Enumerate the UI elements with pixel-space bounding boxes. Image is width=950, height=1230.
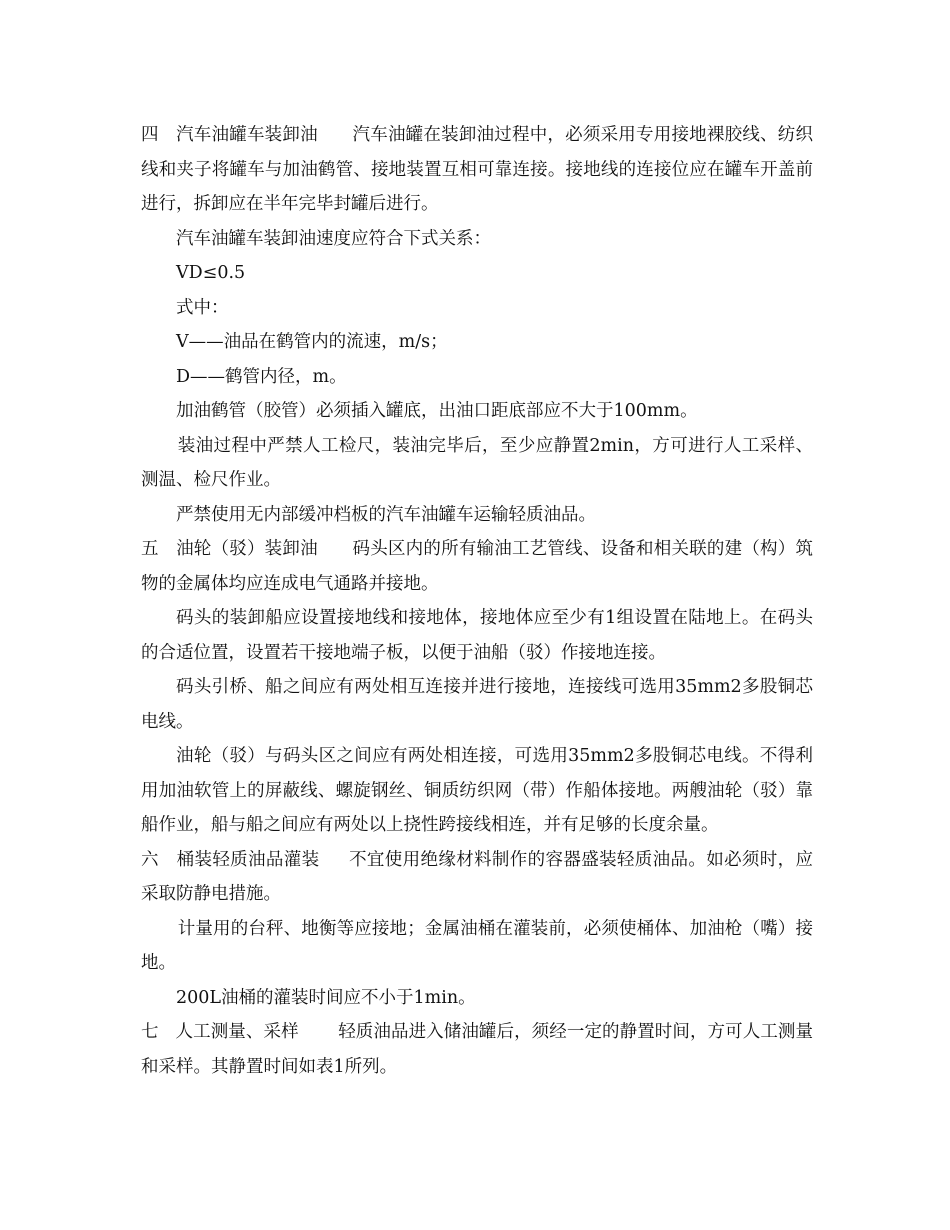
definition-d: D——鹤管内径，m。 bbox=[176, 366, 347, 387]
loading-rest-text: 装油过程中严禁人工检尺，装油完毕后，至少应静置2min，方可进行人工采样、测温、检尺作业。 bbox=[141, 435, 813, 490]
dock-grounding-text: 码头的装卸船应设置接地线和接地体，接地体应至少有1组设置在陆地上。在码头的合适位置，设置若干接地端子板，以便于油船（驳）作接地连接。 bbox=[141, 608, 813, 663]
scale-grounding-text: 计量用的台秤、地衡等应接地；金属油桶在灌装前，必须使桶体、加油枪（嘴）接地。 bbox=[141, 918, 813, 973]
formula-where: 式中： bbox=[176, 297, 229, 318]
section-5-intro: 码头区内的所有输油工艺管线、设备和相关联的建（构）筑物的金属体均应连成电气通路并接地。 bbox=[141, 539, 813, 594]
baffle-prohibition-text: 严禁使用无内部缓冲档板的汽车油罐车运输轻质油品。 bbox=[176, 504, 596, 525]
section-7-paragraph bbox=[141, 1015, 813, 1084]
formula: VD≤0.5 bbox=[176, 263, 246, 283]
section-4-heading: 四 汽车油罐车装卸油 bbox=[141, 125, 353, 145]
section-5-paragraph bbox=[141, 532, 813, 601]
dock-bridge-text: 码头引桥、船之间应有两处相互连接并进行接地，连接线可选用35mm2多股铜芯电线。 bbox=[141, 677, 813, 732]
section-6-paragraph bbox=[141, 843, 813, 912]
section-6-heading: 六 桶装轻质油品灌装 bbox=[141, 849, 350, 870]
section-7-intro: 轻质油品进入储油罐后，须经一定的静置时间，方可人工测量和采样。其静置时间如表1所列。 bbox=[141, 1022, 813, 1077]
document-body bbox=[141, 118, 813, 1084]
definition-v: V——油品在鹤管内的流速，m/s； bbox=[176, 332, 448, 352]
crane-pipe-text: 加油鹤管（胶管）必须插入罐底，出油口距底部应不大于100mm。 bbox=[176, 401, 698, 421]
barrel-filling-text: 200L油桶的灌装时间应不小于1min。 bbox=[176, 987, 476, 1008]
section-4-paragraph bbox=[141, 118, 813, 222]
section-6-intro: 不宜使用绝缘材料制作的容器盛装轻质油品。如必须时，应采取防静电措施。 bbox=[141, 849, 813, 904]
tanker-connection-text: 油轮（驳）与码头区之间应有两处相连接，可选用35mm2多股铜芯电线。不得利用加油软管上的屏蔽线、螺旋钢丝、铜质纺织网（带）作船体接地。两艘油轮（驳）靠船作业，船与船之间应有两处以上挠性跨接线相连，并有足够的长度余量。 bbox=[141, 746, 813, 835]
section-7-heading: 七 人工测量、采样 bbox=[141, 1022, 339, 1042]
section-4-intro: 汽车油罐在装卸油过程中，必须采用专用接地裸胶线、纺织线和夹子将罐车与加油鹤管、接地装置互相可靠连接。接地线的连接位应在罐车开盖前进行，拆卸应在半年完毕封罐后进行。 bbox=[141, 125, 813, 214]
speed-relation-text: 汽车油罐车装卸油速度应符合下式关系： bbox=[176, 228, 491, 249]
section-5-heading: 五 油轮（驳）装卸油 bbox=[141, 539, 353, 559]
